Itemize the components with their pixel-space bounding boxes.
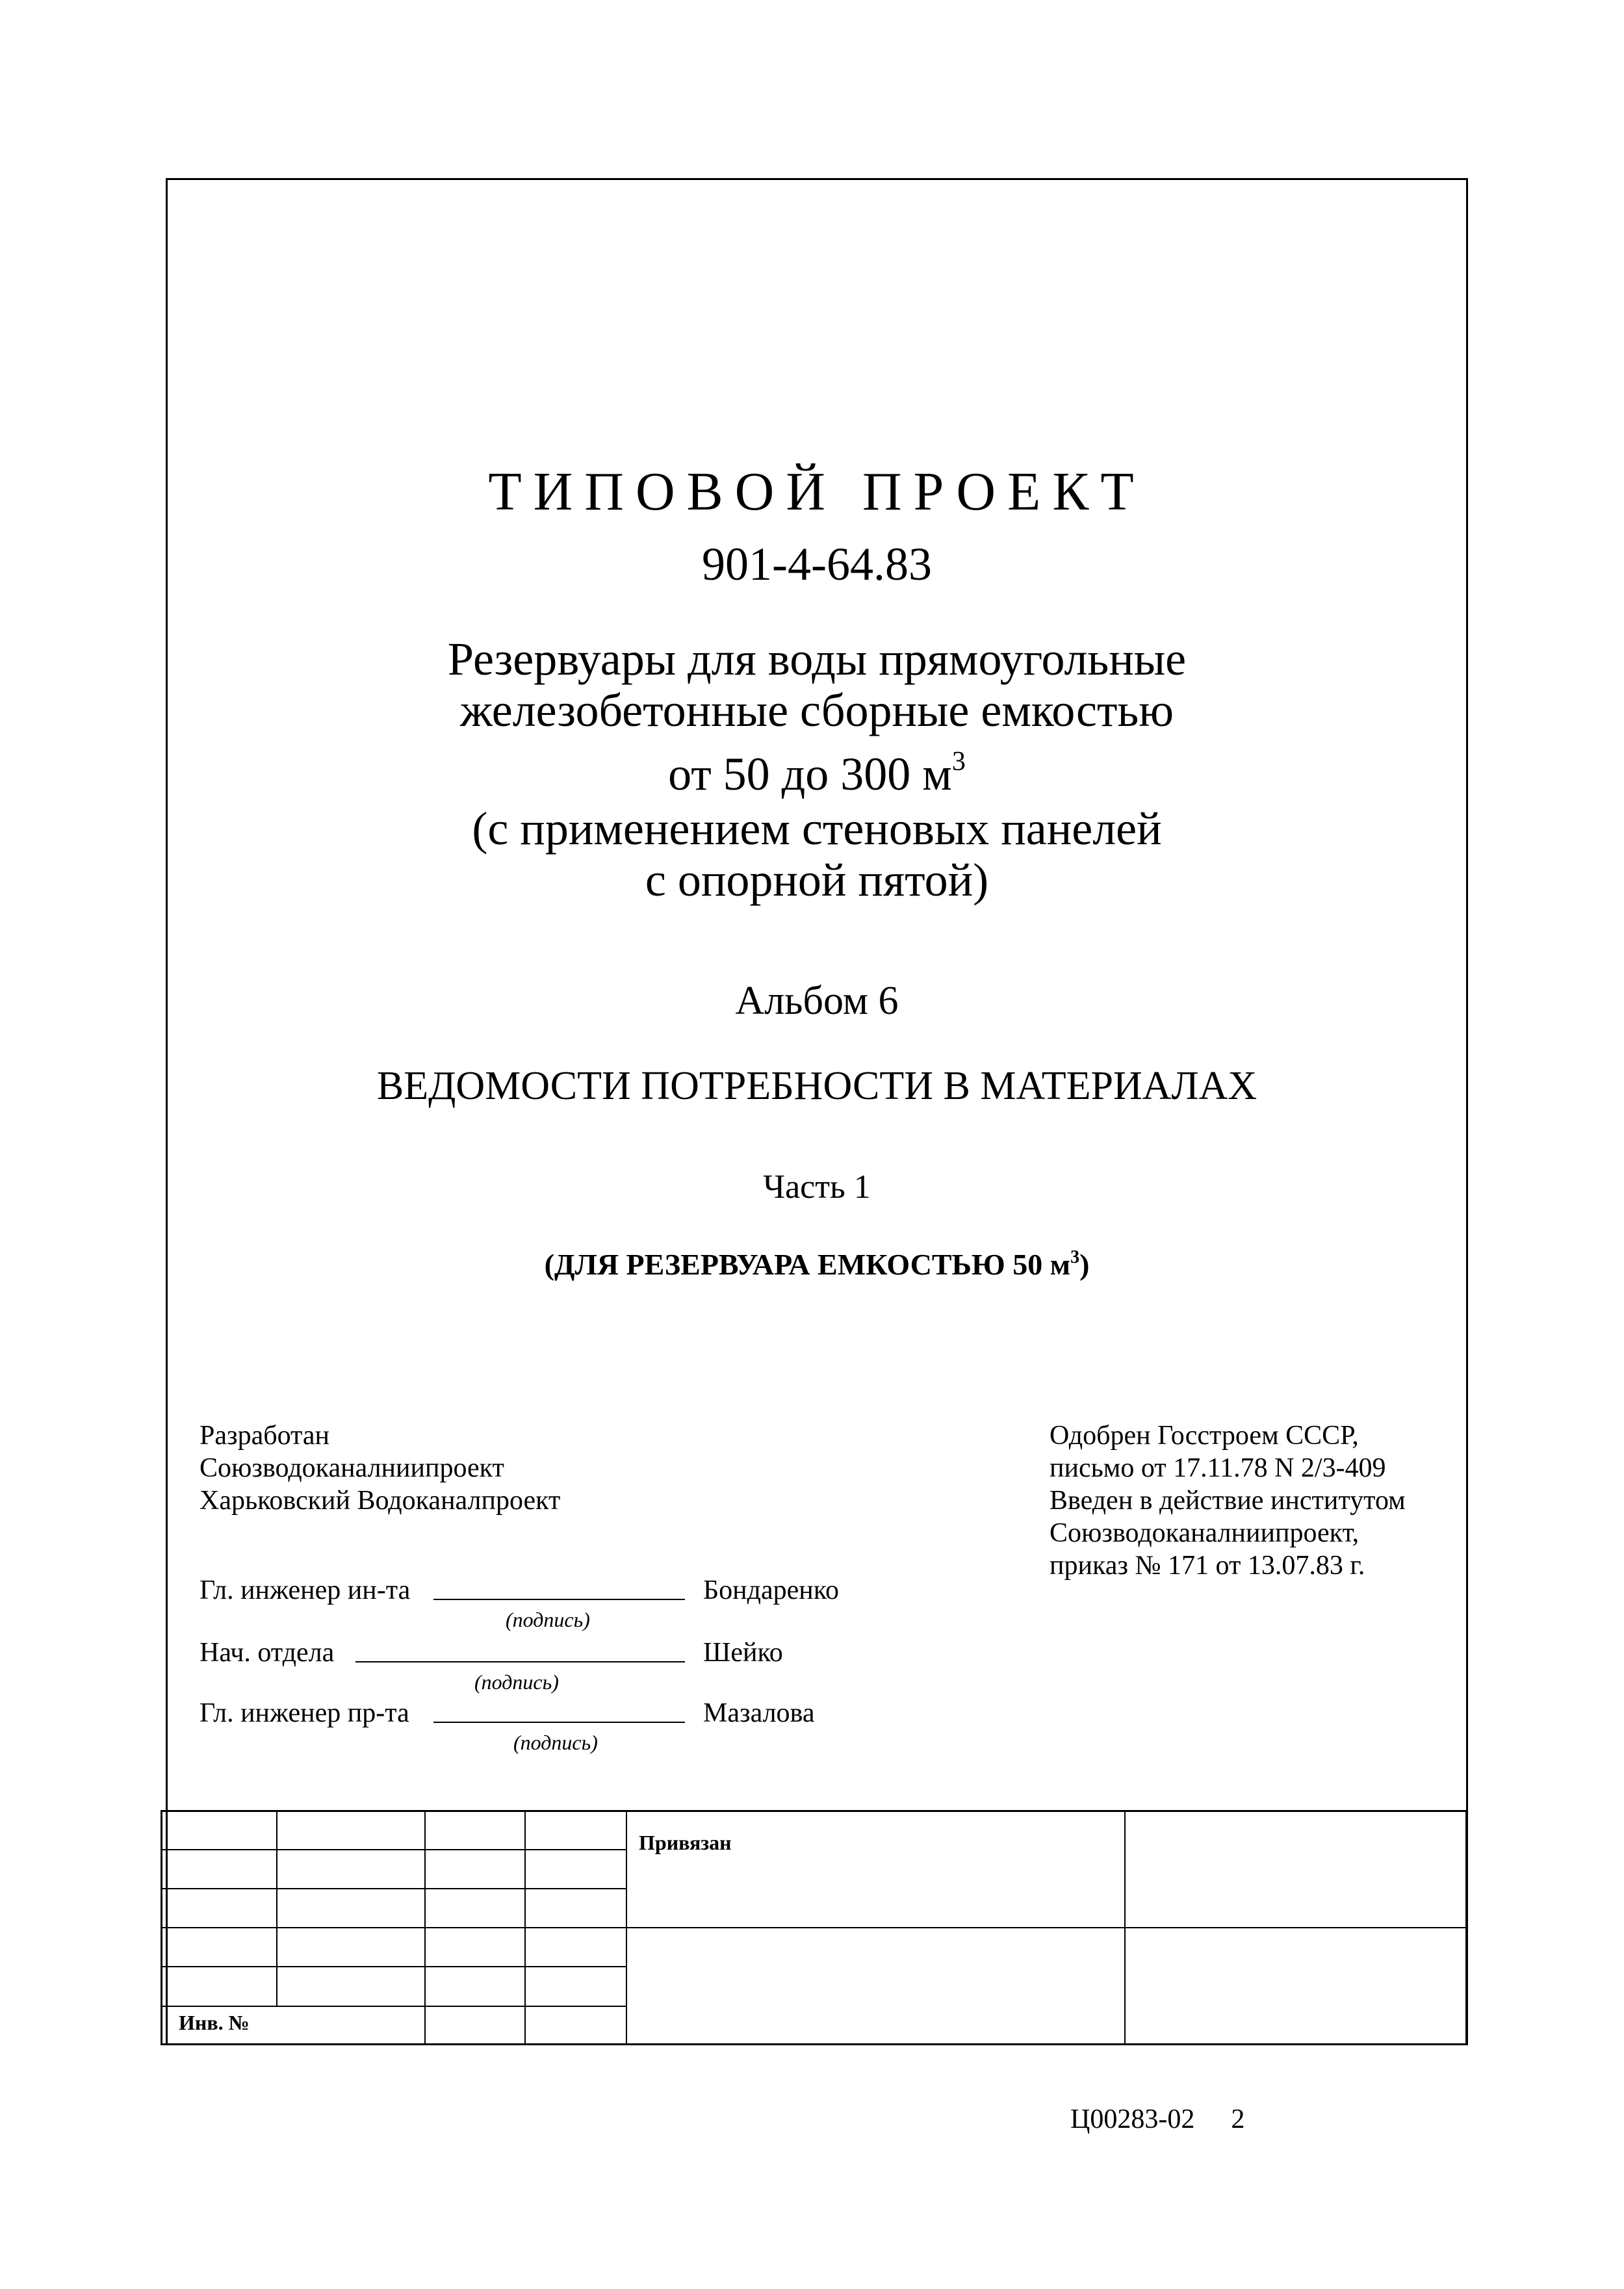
page-frame	[166, 178, 1468, 2045]
stamp-row-line	[161, 1849, 626, 1850]
approval-line-4: Союзводоканалниипроект,	[1050, 1518, 1360, 1548]
signature-hint: (подпись)	[474, 1670, 559, 1694]
signature-line	[433, 1722, 685, 1723]
project-number: 901-4-64.83	[702, 538, 932, 590]
developer-org-1: Союзводоканалниипроект	[200, 1453, 504, 1483]
signatory-name: Шейко	[703, 1638, 783, 1668]
developed-by-block	[200, 1419, 560, 1517]
stamp-row-line	[161, 1927, 1467, 1928]
signature-hint: (подпись)	[513, 1731, 598, 1754]
signature-line	[433, 1599, 685, 1600]
signatory-name: Бондаренко	[703, 1575, 839, 1605]
document-code-number: Ц00283-02	[1070, 2104, 1195, 2134]
project-description	[166, 634, 1468, 800]
reservoir-note-text: (ДЛЯ РЕЗЕРВУАРА ЕМКОСТЬЮ 50 м	[544, 1248, 1071, 1281]
document-title: ТИПОВОЙ ПРОЕКТ	[488, 461, 1146, 522]
part-label: Часть 1	[763, 1169, 871, 1206]
description-line-5: с опорной пятой)	[645, 854, 989, 906]
project-description-note	[166, 803, 1468, 906]
album-label: Альбом 6	[735, 979, 899, 1023]
capacity-unit-superscript: 3	[951, 747, 966, 777]
signature-role-chief-engineer-project: Гл. инженер пр-та	[200, 1698, 409, 1728]
signature-role-department-head: Нач. отдела	[200, 1638, 335, 1668]
page-number: 2	[1231, 2104, 1245, 2134]
description-line-3	[166, 736, 1468, 800]
stamp-row-line	[161, 1888, 626, 1889]
attached-label: Привязан	[639, 1831, 732, 1854]
stamp-divider	[276, 1810, 277, 2007]
signature-line	[355, 1661, 685, 1662]
reservoir-note-superscript: 3	[1070, 1247, 1080, 1267]
approval-line-5: приказ № 171 от 13.07.83 г.	[1050, 1551, 1365, 1581]
approval-block	[1050, 1419, 1406, 1582]
description-line-2: железобетонные сборные емкостью	[459, 684, 1174, 736]
signature-hint: (подпись)	[506, 1608, 590, 1631]
reservoir-note-close: )	[1079, 1248, 1090, 1281]
section-title: ВЕДОМОСТИ ПОТРЕБНОСТИ В МАТЕРИАЛАХ	[376, 1064, 1257, 1108]
signatory-name: Мазалова	[703, 1698, 815, 1728]
approval-line-3: Введен в действие институтом	[1050, 1486, 1406, 1516]
capacity-text: от 50 до 300 м	[668, 748, 952, 800]
inventory-number-label: Инв. №	[179, 2011, 250, 2034]
approval-line-2: письмо от 17.11.78 N 2/3-409	[1050, 1453, 1386, 1483]
stamp-row-line	[161, 2006, 626, 2007]
description-line-1: Резервуары для воды прямоугольные	[447, 633, 1187, 685]
signature-role-chief-engineer-institute: Гл. инженер ин-та	[200, 1575, 411, 1605]
description-line-4: (с применением стеновых панелей	[472, 803, 1162, 855]
developed-label: Разработан	[200, 1421, 330, 1451]
reservoir-note	[166, 1248, 1468, 1280]
stamp-row-line	[161, 1966, 626, 1967]
developer-org-2: Харьковский Водоканалпроект	[200, 1486, 561, 1516]
approval-line-1: Одобрен Госстроем СССР,	[1050, 1421, 1359, 1451]
document-code	[1070, 2106, 1244, 2133]
